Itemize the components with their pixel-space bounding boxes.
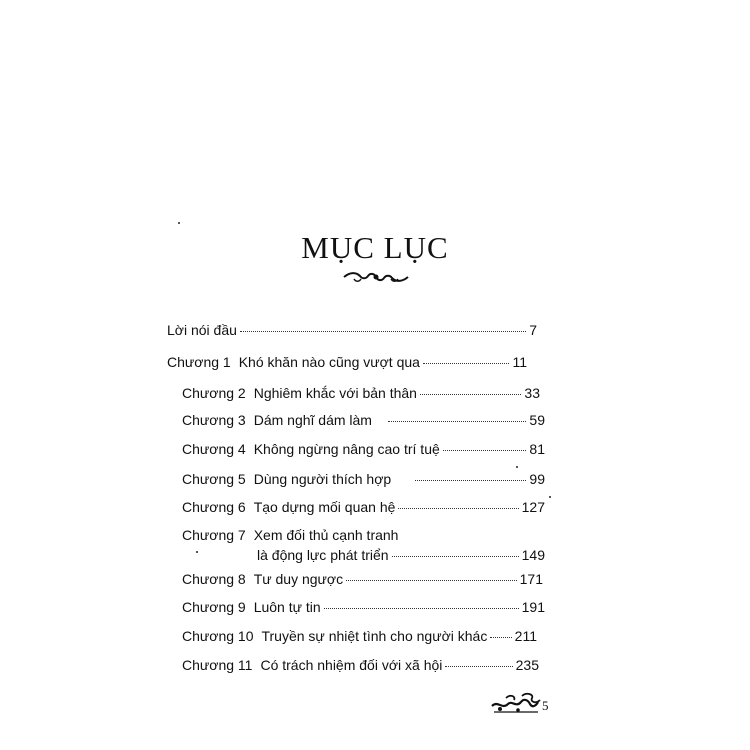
dot-leader	[392, 556, 519, 557]
dot-leader	[346, 580, 517, 581]
toc-entry-label: Dùng người thích hợp	[253, 471, 392, 487]
toc-chapter-number: Chương 9	[182, 599, 246, 615]
toc-chapter-number: Chương 7	[182, 527, 246, 543]
toc-entry-page: 81	[529, 441, 545, 457]
toc-entry-page: 33	[524, 385, 540, 401]
toc-entry-chapter-4[interactable]	[182, 440, 545, 458]
toc-entry-chapter-7[interactable]	[182, 526, 545, 566]
toc-entry-chapter-9[interactable]	[182, 598, 545, 616]
dot-leader	[240, 331, 526, 332]
toc-entry-chapter-10[interactable]	[182, 627, 537, 645]
toc-entry-page: 171	[519, 571, 543, 587]
dot-leader	[324, 608, 519, 609]
toc-entry-label: Nghiêm khắc với bản thân	[253, 385, 417, 401]
toc-entry-page: 149	[521, 547, 545, 563]
toc-entry-page: 191	[521, 599, 545, 615]
page-number: 5	[542, 698, 549, 713]
toc-entry-page: 11	[512, 354, 527, 370]
toc-chapter-number: Chương 1	[167, 354, 231, 370]
dot-leader	[423, 363, 510, 364]
toc-entry-page: 235	[515, 657, 539, 673]
dot-leader	[415, 480, 526, 481]
toc-chapter-number: Chương 2	[182, 385, 246, 401]
toc-entry-label: Có trách nhiệm đối với xã hội	[260, 657, 443, 673]
toc-entry-page: 7	[529, 322, 537, 338]
toc-chapter-number: Chương 10	[182, 628, 254, 644]
toc-entry-chapter-8[interactable]	[182, 570, 543, 588]
toc-entry-chapter-1[interactable]	[167, 353, 527, 371]
dot-leader	[398, 508, 518, 509]
toc-entry-label-line2: là động lực phát triển	[257, 547, 389, 563]
toc-entry-preface[interactable]	[167, 321, 537, 339]
dot-leader	[445, 666, 512, 667]
dot-leader	[420, 394, 521, 395]
swirl-flourish-icon	[340, 270, 412, 284]
toc-entry-label: Không ngừng nâng cao trí tuệ	[253, 441, 440, 457]
toc-entry-chapter-2[interactable]	[182, 384, 540, 402]
toc-entry-page: 99	[529, 471, 545, 487]
toc-entry-chapter-11[interactable]	[182, 656, 539, 674]
toc-entry-label: Luôn tự tin	[253, 599, 321, 615]
page-title: MỤC LỤC	[301, 230, 449, 265]
toc-entry-label: Tư duy ngược	[253, 571, 344, 587]
toc-entry-label: Dám nghĩ dám làm	[253, 412, 372, 428]
toc-chapter-number: Chương 3	[182, 412, 246, 428]
toc-entry-label: Lời nói đầu	[167, 322, 237, 338]
dot-leader	[388, 421, 526, 422]
toc-chapter-number: Chương 6	[182, 499, 246, 515]
toc-entry-label: Truyền sự nhiệt tình cho người khác	[261, 628, 488, 644]
toc-chapter-number: Chương 5	[182, 471, 246, 487]
toc-chapter-number: Chương 8	[182, 571, 246, 587]
toc-entry-chapter-3[interactable]	[182, 411, 545, 429]
toc-entry-label: Tạo dựng mối quan hệ	[253, 499, 396, 515]
print-speck	[178, 222, 180, 224]
dot-leader	[490, 637, 511, 638]
print-speck	[516, 466, 518, 468]
toc-entry-label: Khó khăn nào cũng vượt qua	[238, 354, 420, 370]
toc-entry-chapter-5[interactable]	[182, 470, 545, 488]
toc-entry-chapter-6[interactable]	[182, 498, 545, 516]
print-speck	[549, 496, 551, 498]
toc-chapter-number: Chương 4	[182, 441, 246, 457]
toc-entry-page: 59	[529, 412, 545, 428]
toc-chapter-number: Chương 11	[182, 657, 253, 673]
toc-entry-page: 127	[521, 499, 545, 515]
dot-leader	[443, 450, 527, 451]
toc-entry-label-line1: Xem đối thủ cạnh tranh	[253, 527, 399, 543]
toc-entry-page: 211	[514, 628, 537, 644]
